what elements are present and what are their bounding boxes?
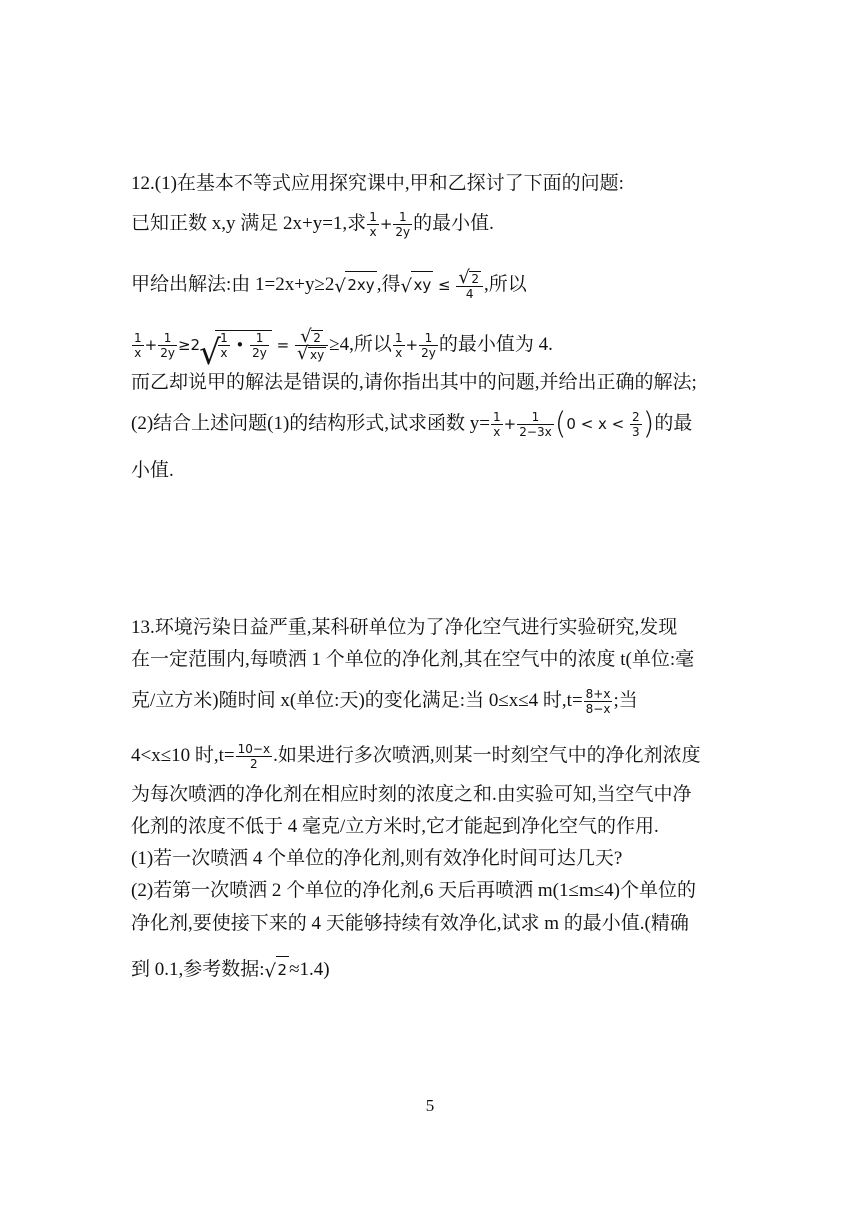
- q12-line-3: 甲给出解法:由 1=2x+y≥2√ 2xy ,得√ xy ≤ √ $\frac{2}{4}$ ,所以: [131, 271, 527, 300]
- q13-line-5: 为每次喷洒的净化剂在相应时刻的浓度之和.由实验可知,当空气中净: [131, 784, 692, 805]
- sqrt: √ $\frac{1}{x}$ • $\frac{1}{2y}$: [201, 330, 272, 359]
- sqrt: √ 2: [266, 956, 290, 982]
- fraction: $\frac{1}{x}$: [134, 331, 142, 361]
- fraction: $\frac{1}{2y}$: [395, 210, 411, 239]
- q13-line-7: (1)若一次喷洒 4 个单位的净化剂,则有效净化时间可达几天?: [131, 848, 623, 869]
- q13-line-2: 在一定范围内,每喷洒 1 个单位的净化剂,其在空气中的浓度 t(单位:毫: [131, 649, 695, 670]
- q13-line-9: 净化剂,要使接下来的 4 天能够持续有效净化,试求 m 的最小值.(精确: [131, 913, 689, 934]
- sqrt: √ xy: [401, 271, 433, 297]
- fraction: $\frac{10-x}{2}$: [237, 742, 271, 771]
- fraction: $\frac{1}{x}$: [394, 331, 403, 361]
- fraction: $\frac{1}{x}$: [369, 210, 377, 239]
- fraction: √ 2 √ xy: [295, 330, 328, 361]
- sqrt: √ 2xy: [335, 271, 376, 297]
- q13-line-8: (2)若第一次喷洒 2 个单位的净化剂,6 天后再喷洒 m(1≤m≤4)个单位的: [131, 880, 696, 901]
- q12-line-7: 小值.: [131, 460, 174, 481]
- q12-line-5: 而乙却说甲的解法是错误的,请你指出其中的问题,并给出正确的解法;: [131, 372, 697, 393]
- fraction: $\frac{1}{2-3x}$: [519, 410, 552, 439]
- q12-line-1: 12.(1)在基本不等式应用探究课中,甲和乙探讨了下面的问题:: [131, 173, 624, 194]
- q12-line-2: 已知正数 x,y 满足 2x+y=1,求 $\frac{1}{x}$ + $\frac{1}{2y}$ 的最小值.: [131, 210, 494, 239]
- fraction: $\frac{2}{3}$: [632, 410, 640, 439]
- q13-line-4: 4<x≤10 时,t= $\frac{10-x}{2}$ .如果进行多次喷洒,则某一时刻空气中的净化剂浓度: [131, 742, 701, 771]
- q13-line-6: 化剂的浓度不低于 4 毫克/立方米时,它才能起到净化空气的作用.: [131, 816, 659, 837]
- fraction: $\frac{8+x}{8-x}$: [585, 687, 611, 716]
- fraction: √ $\frac{2}{4}$: [456, 271, 483, 300]
- fraction: $\frac{1}{2y}$: [421, 331, 436, 361]
- fraction: $\frac{1}{x}$: [493, 410, 501, 439]
- q13-line-10: 到 0.1,参考数据:√ 2 ≈1.4): [131, 956, 330, 982]
- q13-line-3: 克/立方米)随时间 x(单位:天)的变化满足:当 0≤x≤4 时,t= $\frac{8+x}{8-x}$ ;当: [131, 687, 638, 716]
- fraction: $\frac{1}{2y}$: [160, 331, 175, 361]
- page-number: 5: [425, 1096, 435, 1115]
- q13-line-1: 13.环境污染日益严重,某科研单位为了净化空气进行实验研究,发现: [131, 617, 678, 638]
- q12-line-6: (2)结合上述问题(1)的结构形式,试求函数 y= $\frac{1}{x}$ + $\frac{1}{2-3x}$ (0 < x < $\frac{2}{3}$ )的最: [131, 406, 693, 442]
- q12-line-4: $\frac{1}{x}$ + $\frac{1}{2y}$ ≥2 √ $\frac{1}{x}$ • $\frac{1}{2y}$ = √ 2 √ xy ≥4,所以 $\frac{1}{x}$ + $\frac{1}{2y}$ 的最小值为 4.: [131, 330, 553, 361]
